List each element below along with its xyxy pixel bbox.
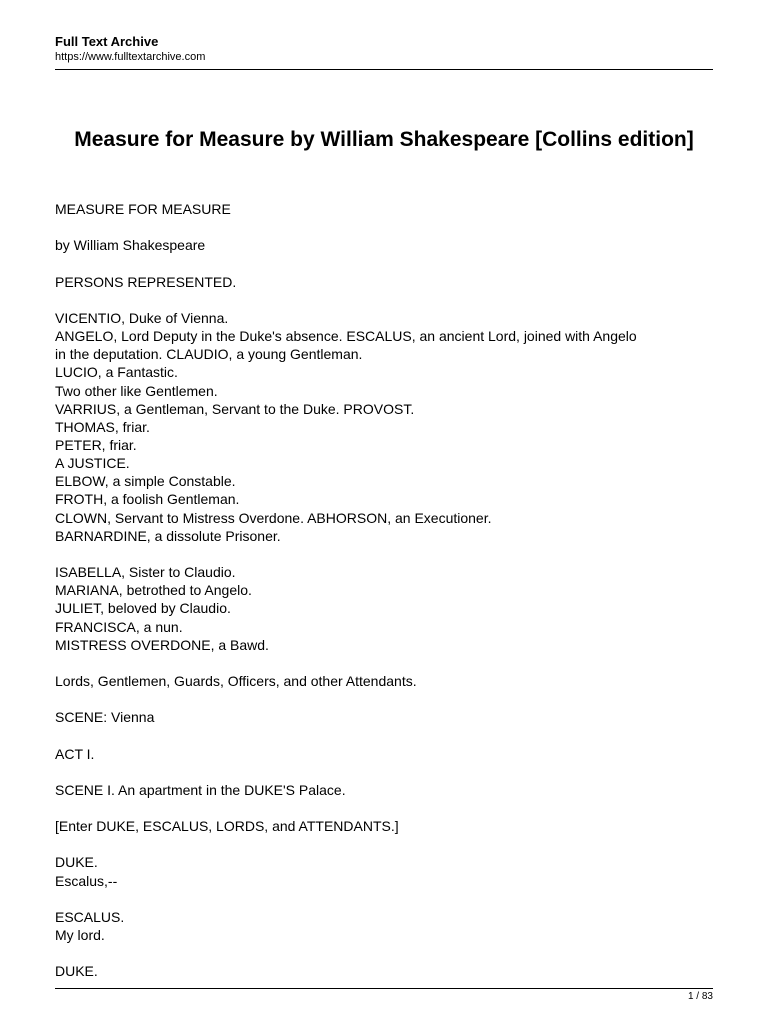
text-line: FROTH, a foolish Gentleman. [55,491,240,508]
site-url[interactable]: https://www.fulltextarchive.com [55,51,206,63]
blank-line [55,890,713,908]
text-line: DUKE. [55,854,98,871]
text-line: DUKE. [55,963,98,980]
text-line: THOMAS, friar. [55,418,150,435]
footer-divider [55,988,713,989]
blank-line [55,763,713,781]
blank-line [55,218,713,236]
text-line: SCENE: Vienna [55,709,155,726]
blank-line [55,944,713,962]
text-line: Escalus,-- [55,872,118,889]
blank-line [55,254,713,272]
page-header [55,34,713,64]
text-line: MARIANA, betrothed to Angelo. [55,582,252,599]
text-line: PERSONS REPRESENTED. [55,273,237,290]
text-line: [Enter DUKE, ESCALUS, LORDS, and ATTENDANTS.] [55,818,399,835]
text-line: Lords, Gentlemen, Guards, Officers, and other Attendants. [55,672,417,689]
blank-line [55,545,713,563]
site-name: Full Text Archive [55,34,159,49]
text-line: ANGELO, Lord Deputy in the Duke's absence. ESCALUS, an ancient Lord, joined with Angelo [55,328,637,345]
text-line: BARNARDINE, a dissolute Prisoner. [55,527,281,544]
text-line: by William Shakespeare [55,237,206,254]
text-line: PETER, friar. [55,436,137,453]
blank-line [55,654,713,672]
text-line: in the deputation. CLAUDIO, a young Gentleman. [55,346,363,363]
text-line: VICENTIO, Duke of Vienna. [55,309,229,326]
document-title: Measure for Measure by William Shakespeare [Collins edition] [74,128,694,151]
text-line: A JUSTICE. [55,455,130,472]
text-line: Two other like Gentlemen. [55,382,218,399]
text-line: My lord. [55,927,105,944]
text-line: ACT I. [55,745,95,762]
blank-line [55,690,713,708]
text-line: VARRIUS, a Gentleman, Servant to the Duke. PROVOST. [55,400,415,417]
blank-line [55,835,713,853]
header-divider [55,69,713,70]
blank-line [55,291,713,309]
text-line: MEASURE FOR MEASURE [55,201,231,217]
blank-line [55,726,713,744]
text-line: ESCALUS. [55,908,125,925]
blank-line [55,799,713,817]
page-indicator: 1 / 83 [687,991,713,1002]
document-body [55,200,713,981]
text-line: FRANCISCA, a nun. [55,618,183,635]
text-line: MISTRESS OVERDONE, a Bawd. [55,636,269,653]
text-line: ELBOW, a simple Constable. [55,473,236,490]
text-line: LUCIO, a Fantastic. [55,364,178,381]
text-line: ISABELLA, Sister to Claudio. [55,564,236,581]
text-line: SCENE I. An apartment in the DUKE'S Palace. [55,781,346,798]
text-line: JULIET, beloved by Claudio. [55,600,231,617]
text-line: CLOWN, Servant to Mistress Overdone. ABHORSON, an Executioner. [55,509,492,526]
